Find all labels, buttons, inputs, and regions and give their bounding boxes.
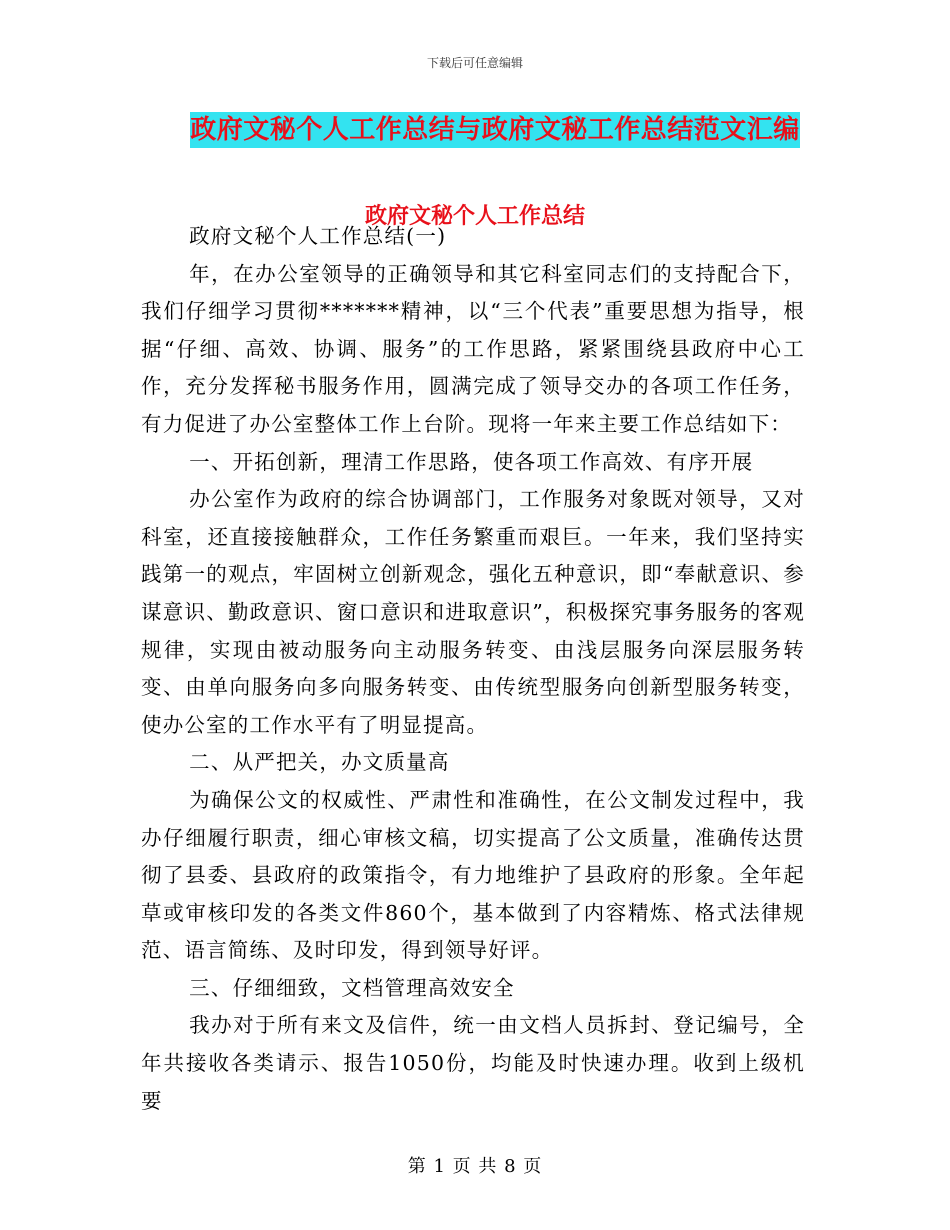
paragraph-body-1: 办公室作为政府的综合协调部门，工作服务对象既对领导，又对科室，还直接接触群众，工作任务繁重而艰巨。一年来，我们坚持实践第一的观点，牢固树立创新观念，强化五种意识，即“奉献意识、参谋意识、勤政意识、窗口意识和进取意识”，积极探究事务服务的客观规律，实现由被动服务向主动服务转变、由浅层服务向深层服务转变、由单向服务向多向服务转变、由传统型服务向创新型服务转变，使办公室的工作水平有了明显提高。 <box>141 487 805 737</box>
paragraph-subheading: 政府文秘个人工作总结(一) <box>189 224 447 248</box>
document-title-container <box>0 112 950 148</box>
paragraph-body-2: 为确保公文的权威性、严肃性和准确性，在公文制发过程中，我办仔细履行职责，细心审核文稿，切实提高了公文质量，准确传达贯彻了县委、县政府的政策指令，有力地维护了县政府的形象。全年起草或审核印发的各类文件860个，基本做到了内容精炼、格式法律规范、语言简练、及时印发，得到领导好评。 <box>141 787 805 963</box>
page-number-footer: 第 1 页 共 8 页 <box>407 1156 543 1177</box>
document-title: 政府文秘个人工作总结与政府文秘工作总结范文汇编 <box>190 112 800 148</box>
paragraph-heading-2: 二、从严把关，办文质量高 <box>189 750 450 775</box>
document-body <box>141 218 805 1120</box>
paragraph-heading-1: 一、开拓创新，理清工作思路，使各项工作高效、有序开展 <box>189 449 754 474</box>
section-title: 政府文秘个人工作总结 <box>364 203 585 229</box>
paragraph-heading-3: 三、仔细细致，文档管理高效安全 <box>189 975 515 1000</box>
paragraph-intro: 年，在办公室领导的正确领导和其它科室同志们的支持配合下，我们仔细学习贯彻*******精神，以“三个代表”重要思想为指导，根据“仔细、高效、协调、服务”的工作思路，紧紧围绕县政府中心工作，充分发挥秘书服务作用，圆满完成了领导交办的各项工作任务，有力促进了办公室整体工作上台阶。现将一年来主要工作总结如下： <box>141 261 805 436</box>
paragraph-body-3: 我办对于所有来文及信件，统一由文档人员拆封、登记编号，全年共接收各类请示、报告1050份，均能及时快速办理。收到上级机要 <box>141 1013 805 1113</box>
page-header-note: 下载后可任意编辑 <box>426 56 523 70</box>
